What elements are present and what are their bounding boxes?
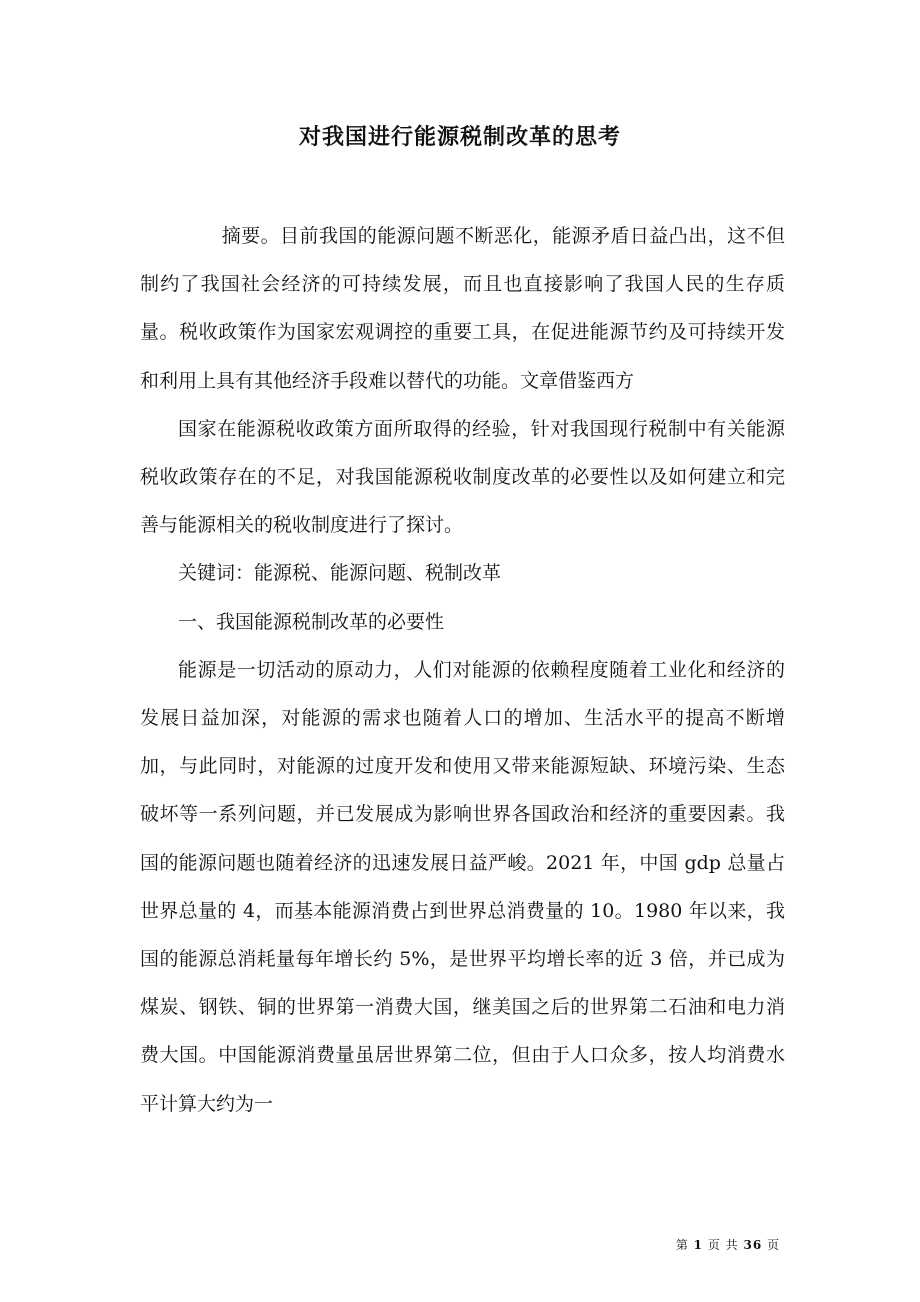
- footer-page-number: 1: [693, 1238, 704, 1252]
- body-paragraph: 能源是一切活动的原动力，人们对能源的依赖程度随着工业化和经济的发展日益加深，对能源的需求也随着人口的增加、生活水平的提高不断增加，与此同时，对能源的过度开发和使用又带来能源短缺、环境污染、生态破坏等一系列问题，并已发展成为影响世界各国政治和经济的重要因素。我国的能源问题也随着经济的迅速发展日益严峻。2021 年，中国 gdp 总量占世界总量的 4，而基本能源消费占到世界总消费量的 10。1980 年以来，我国的能源总消耗量每年增长约 5%，是世界平均增长率的近 3 倍，并已成为煤炭、钢铁、铜的世界第一消费大国，继美国之后的世界第二石油和电力消费大国。中国能源消费量虽居世界第二位，但由于人口众多，按人均消费水平计算大约为一: [140, 658, 785, 1115]
- section-heading: 一、我国能源税制改革的必要性: [178, 610, 445, 633]
- footer-middle: 页 共: [703, 1238, 744, 1252]
- document-title: 对我国进行能源税制改革的思考: [298, 124, 621, 150]
- abstract-continuation-paragraph: 国家在能源税收政策方面所取得的经验，针对我国现行税制中有关能源税收政策存在的不足，对我国能源税收制度改革的必要性以及如何建立和完善与能源相关的税收制度进行了探讨。: [140, 417, 785, 537]
- keywords-paragraph: 关键词：能源税、能源问题、税制改革: [178, 562, 502, 585]
- document-body: [140, 212, 785, 1128]
- page-footer: [0, 1236, 780, 1253]
- footer-total-pages: 36: [743, 1238, 763, 1252]
- footer-prefix: 第: [675, 1238, 694, 1252]
- footer-suffix: 页: [762, 1238, 780, 1252]
- abstract-paragraph: 摘要。目前我国的能源问题不断恶化，能源矛盾日益凸出，这不但制约了我国社会经济的可持续发展，而且也直接影响了我国人民的生存质量。税收政策作为国家宏观调控的重要工具，在促进能源节约及可持续开发和利用上具有其他经济手段难以替代的功能。文章借鉴西方: [140, 225, 785, 392]
